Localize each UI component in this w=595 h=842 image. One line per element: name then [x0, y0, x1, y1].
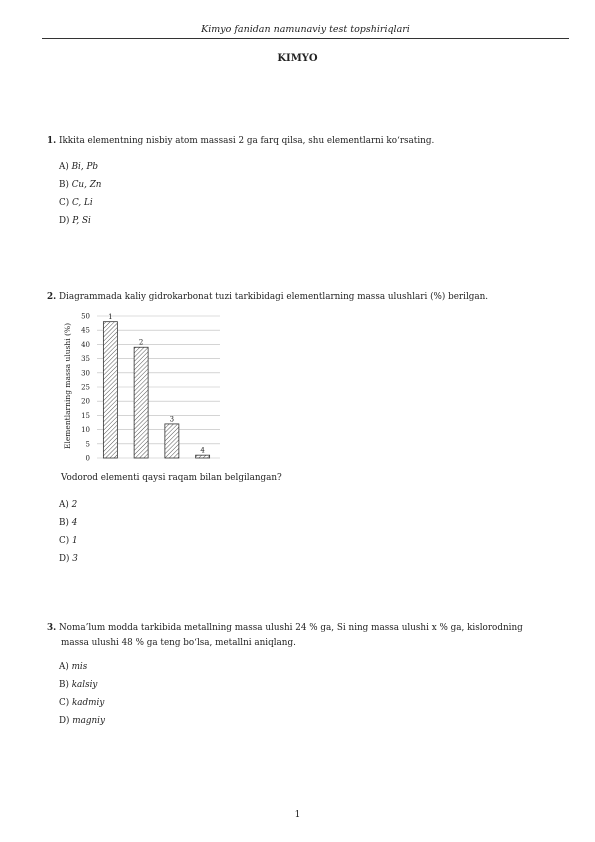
bar-label: 4 — [200, 446, 205, 455]
question-text: Ikkita elementning nisbiy atom massasi 2 ga farq qilsa, shu elementlarni ko‘rsating. — [58, 136, 435, 146]
option-value: 4 — [71, 518, 78, 528]
option-label: C) — [59, 698, 70, 708]
bar-label: 3 — [169, 415, 175, 424]
option-a[interactable] — [59, 658, 105, 676]
option-value: P, Si — [72, 216, 91, 226]
question-1 — [47, 134, 567, 149]
y-tick-label: 15 — [81, 411, 90, 420]
option-label: B) — [59, 518, 69, 528]
question-2 — [47, 290, 567, 305]
option-a[interactable] — [59, 158, 101, 176]
y-tick-label: 40 — [81, 340, 90, 349]
question-1-options — [59, 158, 101, 230]
question-number: 2. — [47, 292, 57, 302]
option-d[interactable] — [59, 550, 78, 568]
y-axis-label: Elementlarning massa ulushi (%) — [63, 322, 72, 450]
header-rule — [42, 38, 569, 39]
question-3 — [47, 621, 567, 651]
bar — [134, 347, 148, 458]
option-value: magniy — [72, 716, 105, 726]
bar-label: 2 — [138, 338, 144, 347]
option-d[interactable] — [59, 212, 101, 230]
option-value: kalsiy — [71, 680, 98, 690]
question-text: Noma’lum modda tarkibida metallning massa ulushi 24 % ga, Si ning massa ulushi x % ga, kislorodning — [58, 623, 523, 633]
bar — [103, 322, 117, 458]
question-line-1 — [47, 621, 567, 636]
y-tick-label: 25 — [81, 383, 90, 392]
option-a[interactable] — [59, 496, 78, 514]
bar — [196, 455, 210, 458]
y-tick-label: 0 — [85, 454, 90, 463]
option-label: B) — [59, 680, 69, 690]
option-label: D) — [59, 216, 70, 226]
option-b[interactable] — [59, 514, 78, 532]
option-value: Cu, Zn — [71, 180, 102, 190]
question-3-options — [59, 658, 105, 730]
option-c[interactable] — [59, 194, 101, 212]
y-tick-label: 35 — [81, 355, 90, 364]
option-value: mis — [71, 662, 88, 672]
question-number: 3. — [47, 623, 57, 633]
option-value: 1 — [71, 536, 78, 546]
page-title: KIMYO — [277, 53, 318, 64]
mass-fraction-bar-chart — [60, 308, 225, 468]
option-c[interactable] — [59, 532, 78, 550]
question-2-options — [59, 496, 78, 568]
y-tick-label: 30 — [81, 369, 90, 378]
option-label: D) — [59, 716, 70, 726]
option-value: 3 — [72, 554, 78, 564]
option-value: 2 — [71, 500, 78, 510]
y-tick-label: 10 — [81, 426, 90, 435]
option-label: A) — [59, 662, 69, 672]
bar-label: 1 — [108, 313, 113, 322]
option-c[interactable] — [59, 694, 105, 712]
option-label: D) — [59, 554, 70, 564]
option-b[interactable] — [59, 676, 105, 694]
question-text: Diagrammada kaliy gidrokarbonat tuzi tarkibidagi elementlarning massa ulushlari (%) berilgan. — [58, 292, 489, 302]
option-value: C, Li — [71, 198, 93, 208]
question-text-continued: massa ulushi 48 % ga teng bo‘lsa, metallni aniqlang. — [61, 638, 296, 648]
option-value: kadmiy — [71, 698, 105, 708]
y-tick-label: 50 — [81, 312, 90, 321]
question-number: 1. — [47, 136, 57, 146]
option-label: B) — [59, 180, 69, 190]
sub-question-text: Vodorod elementi qaysi raqam bilan belgilangan? — [61, 473, 282, 483]
option-d[interactable] — [59, 712, 105, 730]
y-tick-label: 20 — [81, 397, 90, 406]
page-number: 1 — [294, 810, 301, 820]
option-label: C) — [59, 536, 70, 546]
running-header: Kimyo fanidan namunaviy test topshiriqlari — [201, 24, 410, 35]
option-label: A) — [59, 162, 69, 172]
option-label: C) — [59, 198, 70, 208]
y-tick-label: 5 — [85, 440, 90, 449]
option-label: A) — [59, 500, 69, 510]
option-b[interactable] — [59, 176, 101, 194]
bar — [165, 424, 179, 458]
option-value: Bi, Pb — [71, 162, 99, 172]
y-tick-label: 45 — [81, 326, 90, 335]
